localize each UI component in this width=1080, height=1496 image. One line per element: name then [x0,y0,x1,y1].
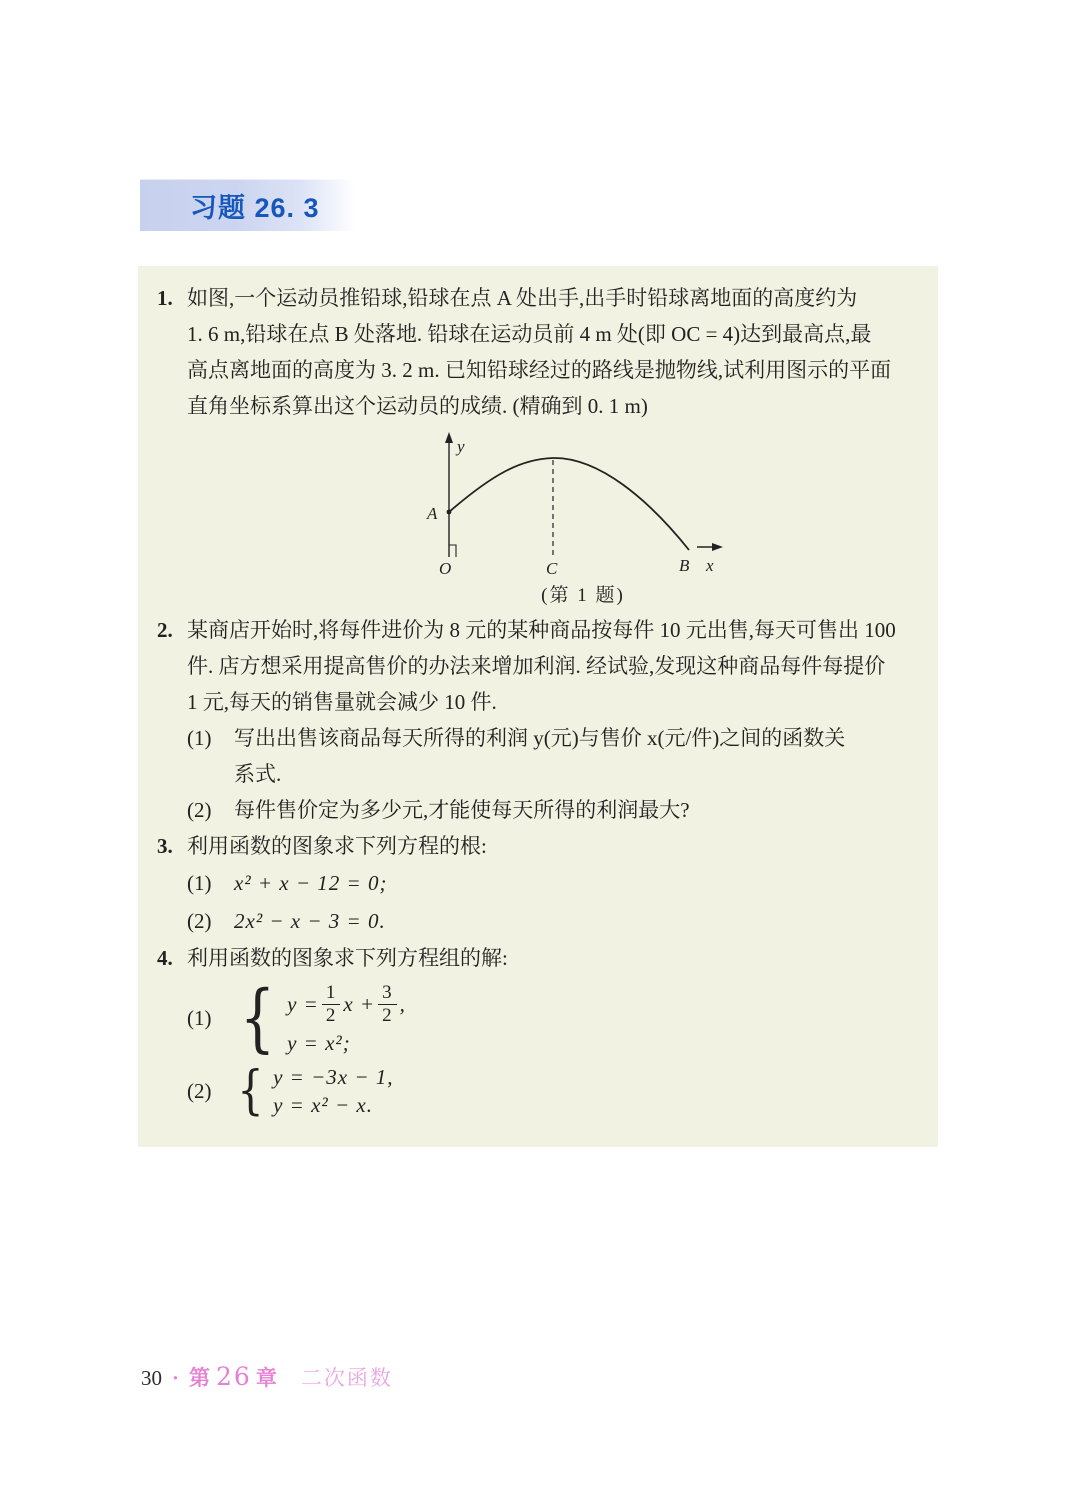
problem-2-body [187,612,932,828]
problem-1-number: 1. [157,286,173,310]
fraction [378,982,397,1027]
problem-3-sub-2 [187,902,932,940]
sub-item-line: 写出出售该商品每天所得的利润 y(元)与售价 x(元/件)之间的函数关 [234,726,846,750]
axis-label-x: x [706,556,714,575]
chapter-label [189,1362,279,1392]
problem-2-line: 1 元,每天的销售量就会减少 10 件. [187,690,497,714]
equation-part: y = [287,992,319,1016]
sub-item-label: (1) [187,726,212,750]
point-label-c: C [546,559,558,578]
equation: y = x²; [287,1031,351,1055]
problem-3-number: 3. [157,834,173,858]
figure-caption: (第 1 题) [541,585,625,606]
section-badge [140,179,355,231]
left-brace: { [239,975,276,1061]
axis-label-y: y [457,437,465,456]
fraction-denominator: 2 [325,1004,337,1026]
chapter-prefix: 第 [189,1366,213,1390]
parabola-curve [449,458,689,550]
problem-1-line: 直角坐标系算出这个运动员的成绩. (精确到 0. 1 m) [187,394,648,418]
problem-4-number: 4. [157,946,173,970]
sub-item-body [234,720,932,792]
equation-system-2 [187,1061,932,1121]
problem-2-sub-1 [187,720,932,792]
problem-2 [157,612,932,828]
exercise-box [138,266,938,1147]
problem-4-body [187,940,932,1126]
point-label-b: B [679,556,690,575]
fraction-numerator: 1 [322,982,341,1005]
problem-2-sub-2 [187,792,932,828]
problem-1 [157,280,932,424]
sub-item-label: (1) [187,1006,212,1030]
right-angle-mark [449,545,456,557]
sub-item-label: (2) [187,798,212,822]
x-axis-arrow-icon [712,543,723,551]
problem-2-line: 某商店开始时,将每件进价为 8 元的某种商品按每件 10 元出售,每天可售出 100 [187,618,896,642]
problem-1-line: 高点离地面的高度为 3. 2 m. 已知铅球经过的路线是抛物线,试利用图示的平面 [187,358,892,382]
equation-part: , [399,992,406,1016]
fraction-denominator: 2 [382,1004,393,1026]
problem-1-line: 1. 6 m,铅球在点 B 处落地. 铅球在运动员前 4 m 处(即 OC = 4)达到最高点,最 [187,322,872,346]
chapter-suffix: 章 [255,1366,279,1390]
equation-part: x + [343,992,376,1016]
problem-4 [157,940,932,1126]
y-axis-arrow-icon [445,432,453,443]
equation: y = x² − x. [273,1093,373,1117]
sub-item-label: (1) [187,871,212,895]
problem-3-heading: 利用函数的图象求下列方程的根: [187,834,487,858]
left-brace: { [237,1061,264,1121]
page-number: 30 [141,1366,162,1390]
equation: 2x² − x − 3 = 0. [234,909,386,933]
problem-3-sub-1 [187,864,932,902]
section-badge-label: 习题 26. 3 [190,192,320,223]
problem-3-body [187,828,932,940]
equation [287,980,406,1028]
equation: x² + x − 12 = 0; [234,871,388,895]
sub-item-line: 系式. [234,762,282,786]
fraction-numerator: 3 [378,982,397,1005]
system-equations [287,980,406,1056]
sub-item-label: (2) [187,909,212,933]
page-footer [141,1362,393,1392]
problem-1-body [187,280,932,424]
point-label-o: O [439,559,452,578]
system-equations [273,1064,393,1118]
problem-2-number: 2. [157,618,173,642]
point-a-dot [447,510,452,515]
problem-4-heading: 利用函数的图象求下列方程组的解: [187,946,508,970]
sub-item-label: (2) [187,1079,212,1103]
chapter-number: 26 [216,1362,252,1391]
figure-problem-1 [413,430,753,608]
trajectory-diagram [413,430,753,580]
sub-item-line: 每件售价定为多少元,才能使每天所得的利润最大? [234,798,690,822]
chapter-title: 二次函数 [300,1366,393,1390]
point-label-a: A [427,504,438,523]
equation-system-1 [187,975,932,1061]
footer-separator-dot: · [172,1366,180,1390]
equation: y = −3x − 1, [273,1065,394,1089]
problem-2-line: 件. 店方想采用提高售价的办法来增加利润. 经试验,发现这种商品每件每提价 [187,654,886,678]
problem-3 [157,828,932,940]
fraction [322,982,341,1027]
problem-1-line: 如图,一个运动员推铅球,铅球在点 A 处出手,出手时铅球离地面的高度约为 [187,286,858,310]
